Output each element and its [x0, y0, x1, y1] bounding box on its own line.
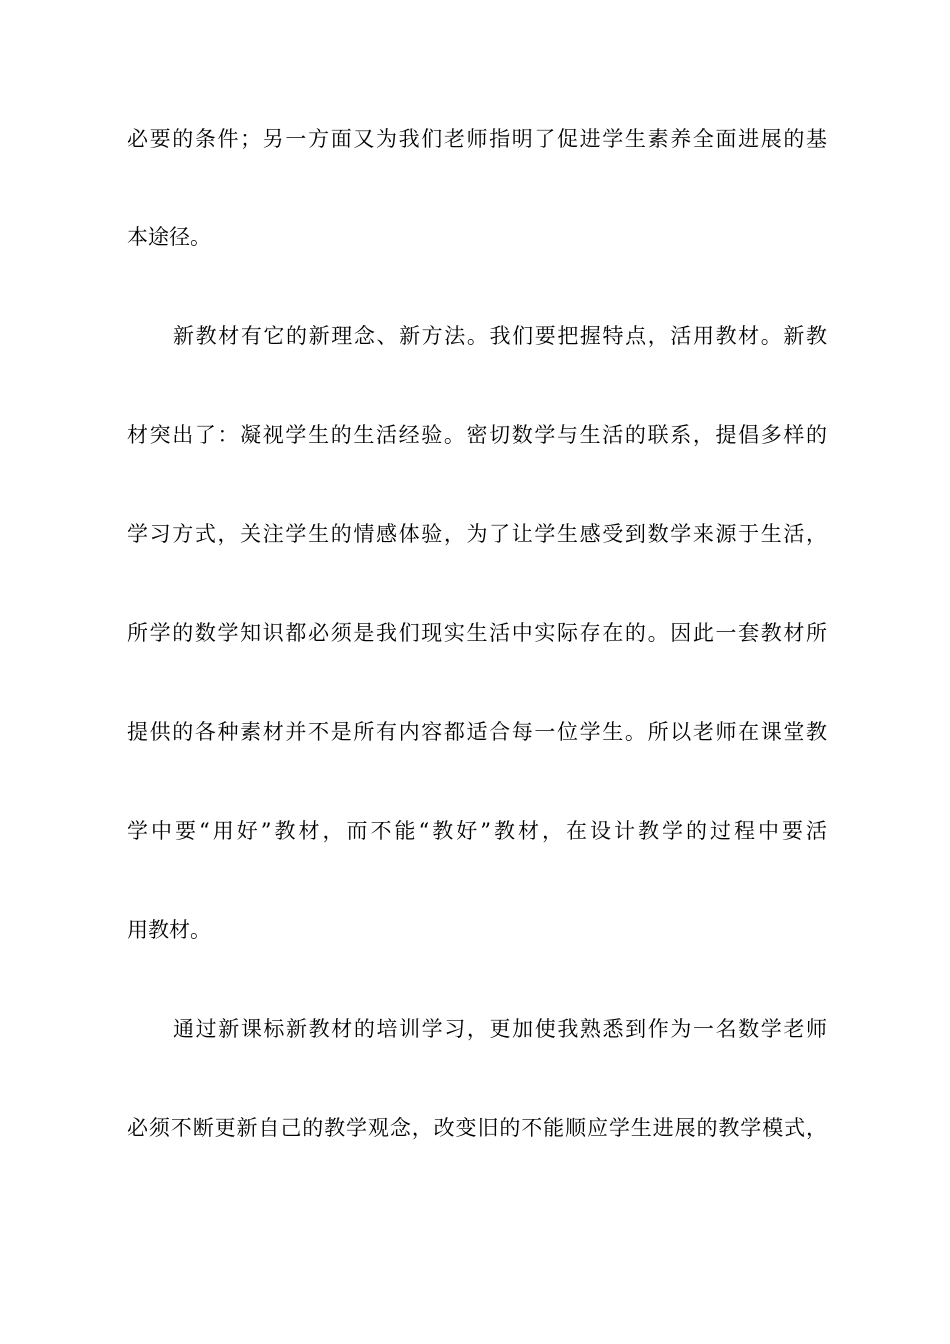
- text-line: 新教材有它的新理念、新方法。我们要把握特点，活用教材。新教: [173, 324, 827, 348]
- text-line: 本途径。: [127, 225, 211, 249]
- text-line: 通过新课标新教材的培训学习，更加使我熟悉到作为一名数学老师: [173, 1017, 827, 1041]
- text-line: 提供的各种素材并不是所有内容都适合每一位学生。所以老师在课堂教: [127, 720, 827, 744]
- text-line: 材突出了：凝视学生的生活经验。密切数学与生活的联系，提倡多样的: [127, 423, 827, 447]
- text-line: 学中要“用好”教材，而不能“教好”教材，在设计教学的过程中要活: [127, 819, 827, 843]
- text-line: 必须不断更新自己的教学观念，改变旧的不能顺应学生进展的教学模式，: [127, 1116, 827, 1140]
- text-line: 必要的条件；另一方面又为我们老师指明了促进学生素养全面进展的基: [127, 127, 827, 151]
- text-line: 所学的数学知识都必须是我们现实生活中实际存在的。因此一套教材所: [127, 621, 827, 645]
- text-line: 学习方式，关注学生的情感体验，为了让学生感受到数学来源于生活，: [127, 522, 827, 546]
- text-line: 用教材。: [127, 918, 211, 942]
